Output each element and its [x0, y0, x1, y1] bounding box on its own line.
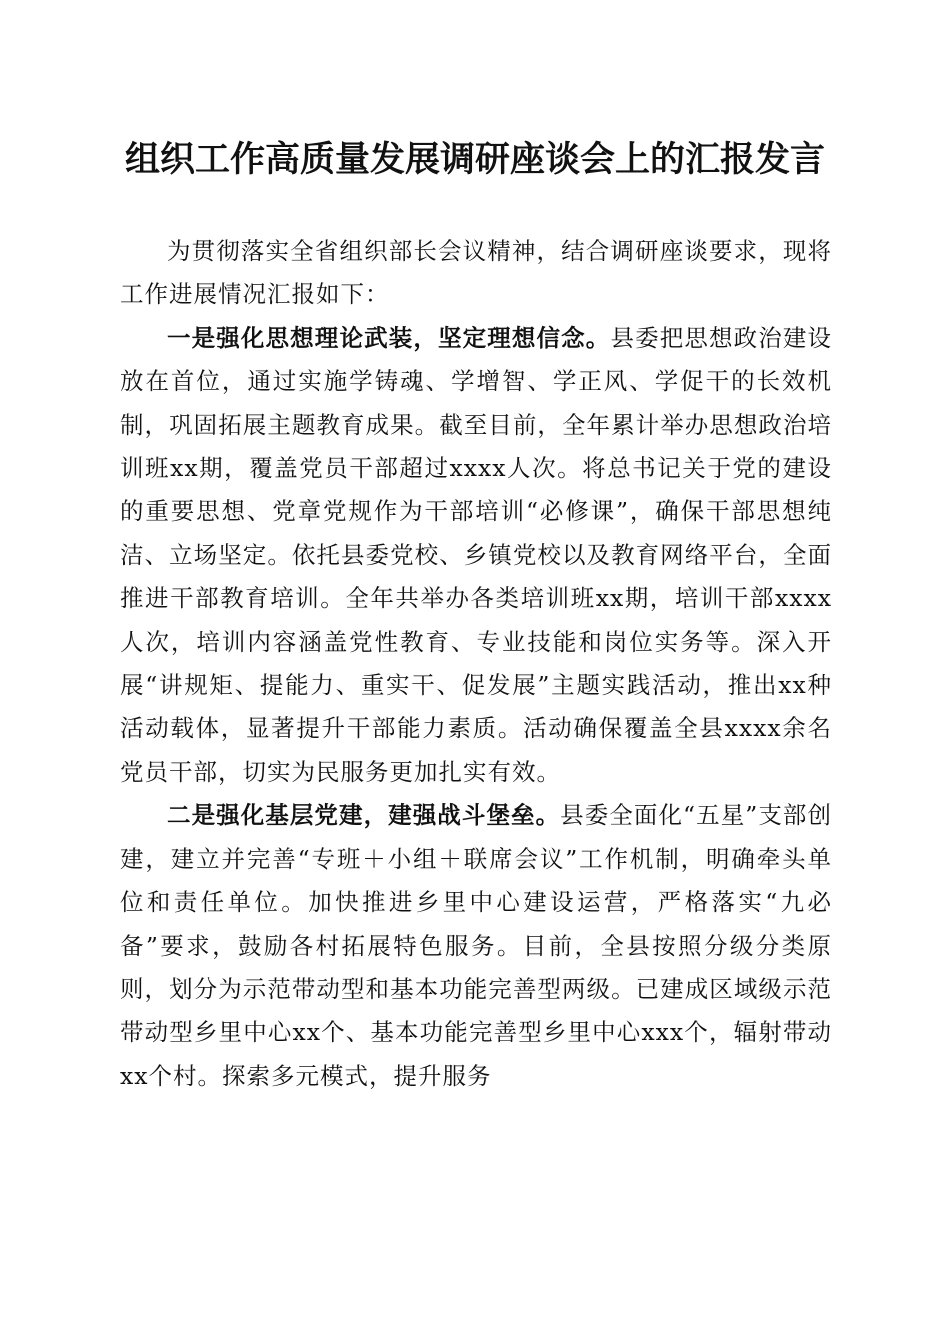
paragraph-intro [120, 230, 832, 317]
paragraph-text: 县委把思想政治建设放在首位，通过实施学铸魂、学增智、学正风、学促干的长效机制，巩固拓展主题教育成果。截至目前，全年累计举办思想政治培训班xx期，覆盖党员干部超过xxxx人次。将总书记关于党的建设的重要思想、党章党规作为干部培训“必修课”，确保干部思想纯洁、立场坚定。依托县委党校、乡镇党校以及教育网络平台，全面推进干部教育培训。全年共举办各类培训班xx期，培训干部xxxx人次，培训内容涵盖党性教育、专业技能和岗位实务等。深入开展“讲规矩、提能力、重实干、促发展”主题实践活动，推出xx种活动载体，显著提升干部能力素质。活动确保覆盖全县xxxx余名党员干部，切实为民服务更加扎实有效。 [120, 323, 833, 786]
paragraph-lead: 二是强化基层党建，建强战斗堡垒。 [167, 801, 561, 830]
paragraph-point-two [120, 794, 832, 1098]
paragraph-text: 为贯彻落实全省组织部长会议精神，结合调研座谈要求，现将工作进展情况汇报如下： [120, 237, 832, 309]
paragraph-text: 县委全面化“五星”支部创建，建立并完善“专班＋小组＋联席会议”工作机制，明确牵头单位和责任单位。加快推进乡里中心建设运营，严格落实“九必备”要求，鼓励各村拓展特色服务。目前，全县按照分级分类原则，划分为示范带动型和基本功能完善型两级。已建成区域级示范带动型乡里中心xx个、基本功能完善型乡里中心xxx个，辐射带动xx个村。探索多元模式，提升服务 [120, 801, 833, 1090]
paragraph-lead: 一是强化思想理论武装，坚定理想信念。 [167, 323, 611, 352]
document-body [120, 230, 832, 1098]
document-title: 组织工作高质量发展调研座谈会上的汇报发言 [124, 140, 825, 180]
paragraph-point-one [120, 317, 832, 794]
